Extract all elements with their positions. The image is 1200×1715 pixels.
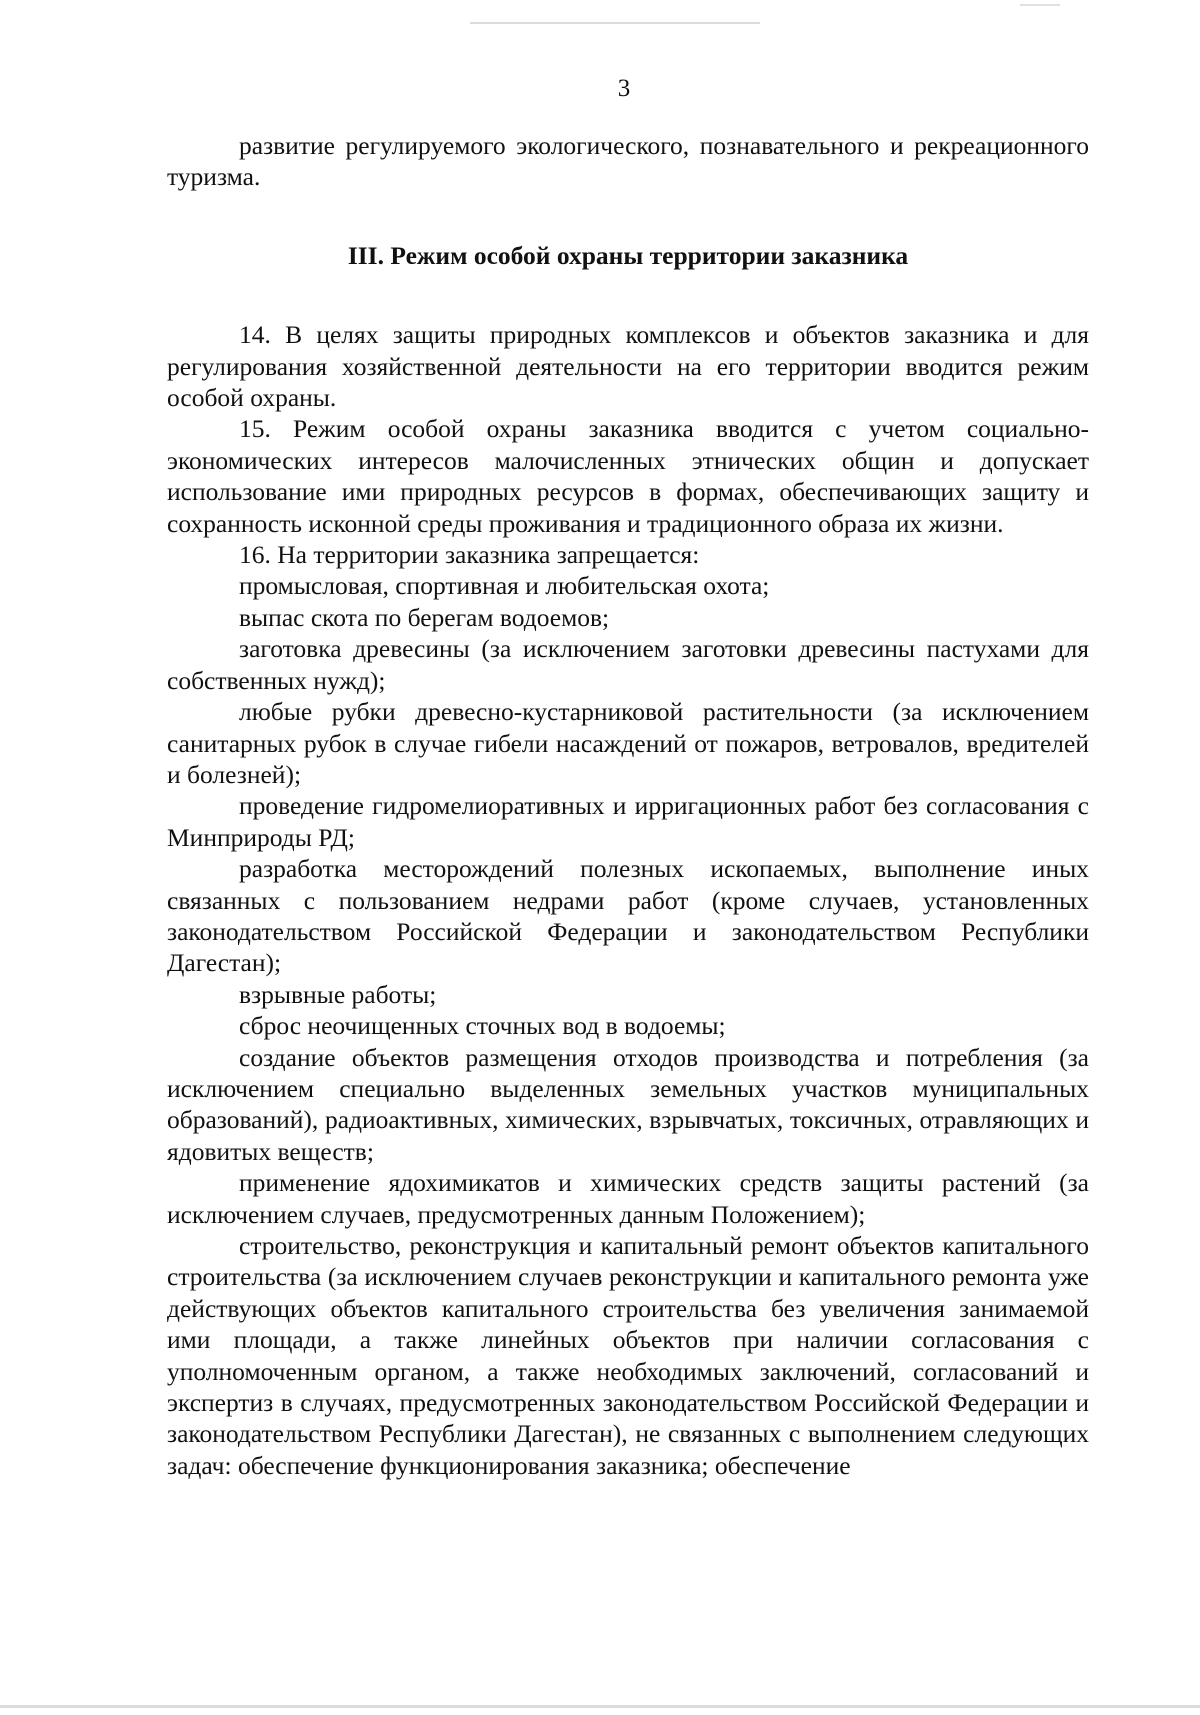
- paragraph-15: 15. Режим особой охраны заказника вводится с учетом социально-экономических интересов малочисленных этнических общин и допускает использование ими природных ресурсов в формах, обеспечивающих защиту и сохранность исконной среды проживания и традиционного образа их жизни.: [167, 414, 1089, 538]
- prohibition-item: выпас скота по берегам водоемов;: [239, 602, 610, 632]
- prohibition-item: применение ядохимикатов и химических средств защиты растений (за исключением случаев, предусмотренных данным Положением);: [167, 1168, 1089, 1229]
- prohibition-item: взрывные работы;: [239, 979, 437, 1009]
- scan-artifact-top: [470, 22, 760, 24]
- prohibition-item: строительство, реконструкция и капитальный ремонт объектов капитального строительства (за исключением случаев реконструкции и капитального ремонта уже действующих объектов капитального строительства без увеличения занимаемой ими площади, а также линейных объектов при наличии согласования с уполномоченным органом, а также необходимых заключений, согласований и экспертиз в случаях, предусмотренных законодательством Российской Федерации и законодательством Республики Дагестан), не связанных с выполнением следующих задач: обеспечение функционирования заказника; обеспечение: [167, 1231, 1089, 1480]
- prohibition-item: промысловая, спортивная и любительская охота;: [239, 571, 770, 601]
- prohibition-item: заготовка древесины (за исключением заготовки древесины пастухами для собственных нужд);: [167, 634, 1089, 695]
- section-heading: III. Режим особой охраны территории заказника: [347, 240, 909, 270]
- document-body: [167, 130, 1089, 1481]
- paragraph-16: 16. На территории заказника запрещается:: [239, 540, 700, 570]
- scan-artifact-top-right: [1020, 4, 1060, 6]
- prohibition-item: проведение гидромелиоративных и ирригационных работ без согласования с Минприроды РД;: [167, 791, 1089, 852]
- prohibition-item: сброс неочищенных сточных вод в водоемы;: [239, 1011, 726, 1041]
- prohibition-item: разработка месторождений полезных ископаемых, выполнение иных связанных с пользованием недрами работ (кроме случаев, установленных законодательством Российской Федерации и законодательством Республики Дагестан);: [167, 854, 1089, 978]
- prohibition-item: любые рубки древесно-кустарниковой растительности (за исключением санитарных рубок в случае гибели насаждений от пожаров, ветровалов, вредителей и болезней);: [167, 697, 1089, 789]
- paragraph-continued: развитие регулируемого экологического, познавательного и рекреационного туризма.: [167, 131, 1089, 192]
- page-number: 3: [617, 75, 631, 102]
- paragraph-14: 14. В целях защиты природных комплексов и объектов заказника и для регулирования хозяйственной деятельности на его территории вводится режим особой охраны.: [167, 320, 1089, 413]
- scan-artifact-bottom: [0, 1705, 1200, 1708]
- prohibition-item: создание объектов размещения отходов производства и потребления (за исключением специально выделенных земельных участков муниципальных образований), радиоактивных, химических, взрывчатых, токсичных, отравляющих и ядовитых веществ;: [167, 1042, 1089, 1166]
